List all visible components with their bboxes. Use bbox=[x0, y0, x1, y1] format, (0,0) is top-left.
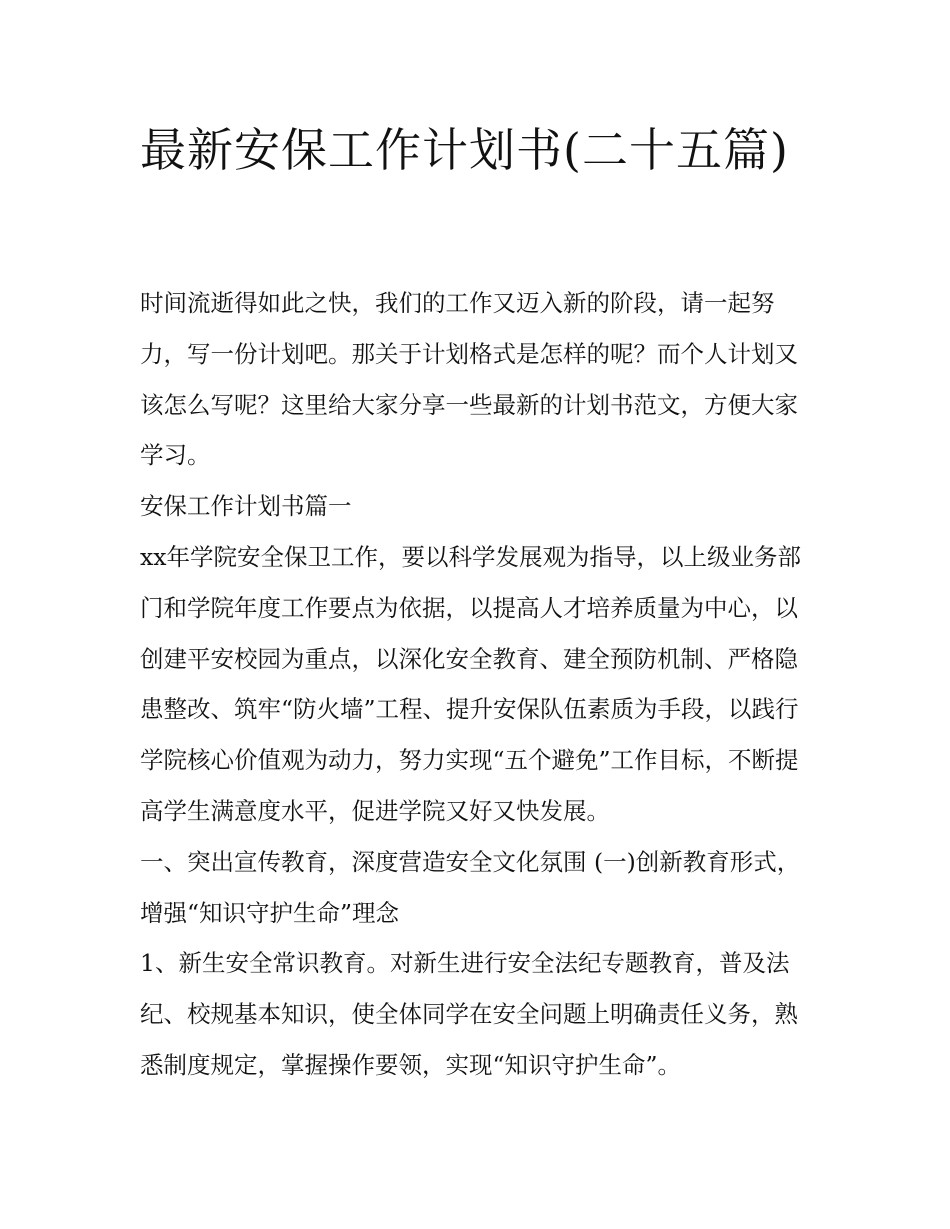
body-paragraph: xx年学院安全保卫工作，要以科学发展观为指导，以上级业务部门和学院年度工作要点为依据，以提高人才培养质量为中心，以创建平安校园为重点，以深化安全教育、建全预防机制、严格隐患整改、筑牢“防火墙”工程、提升安保队伍素质为手段，以践行学院核心价值观为动力，努力实现“五个避免”工作目标，不断提高学生满意度水平，促进学院又好又快发展。 bbox=[140, 542, 802, 825]
intro-paragraph: 时间流逝得如此之快，我们的工作又迈入新的阶段，请一起努力，写一份计划吧。那关于计划格式是怎样的呢？而个人计划又该怎么写呢？这里给大家分享一些最新的计划书范文，方便大家学习。 bbox=[140, 289, 798, 470]
section-heading: 安保工作计划书篇一 bbox=[140, 492, 352, 521]
document-body bbox=[140, 278, 818, 1091]
document-title: 最新安保工作计划书(二十五篇) bbox=[140, 123, 789, 177]
subsection-heading: 一、突出宣传教育，深度营造安全文化氛围 (一)创新教育形式，增强“知识守护生命”理念 bbox=[140, 847, 801, 927]
list-item-paragraph: 1、新生安全常识教育。对新生进行安全法纪专题教育，普及法纪、校规基本知识，使全体同学在安全问题上明确责任义务，熟悉制度规定，掌握操作要领，实现“知识守护生命”。 bbox=[140, 949, 798, 1079]
